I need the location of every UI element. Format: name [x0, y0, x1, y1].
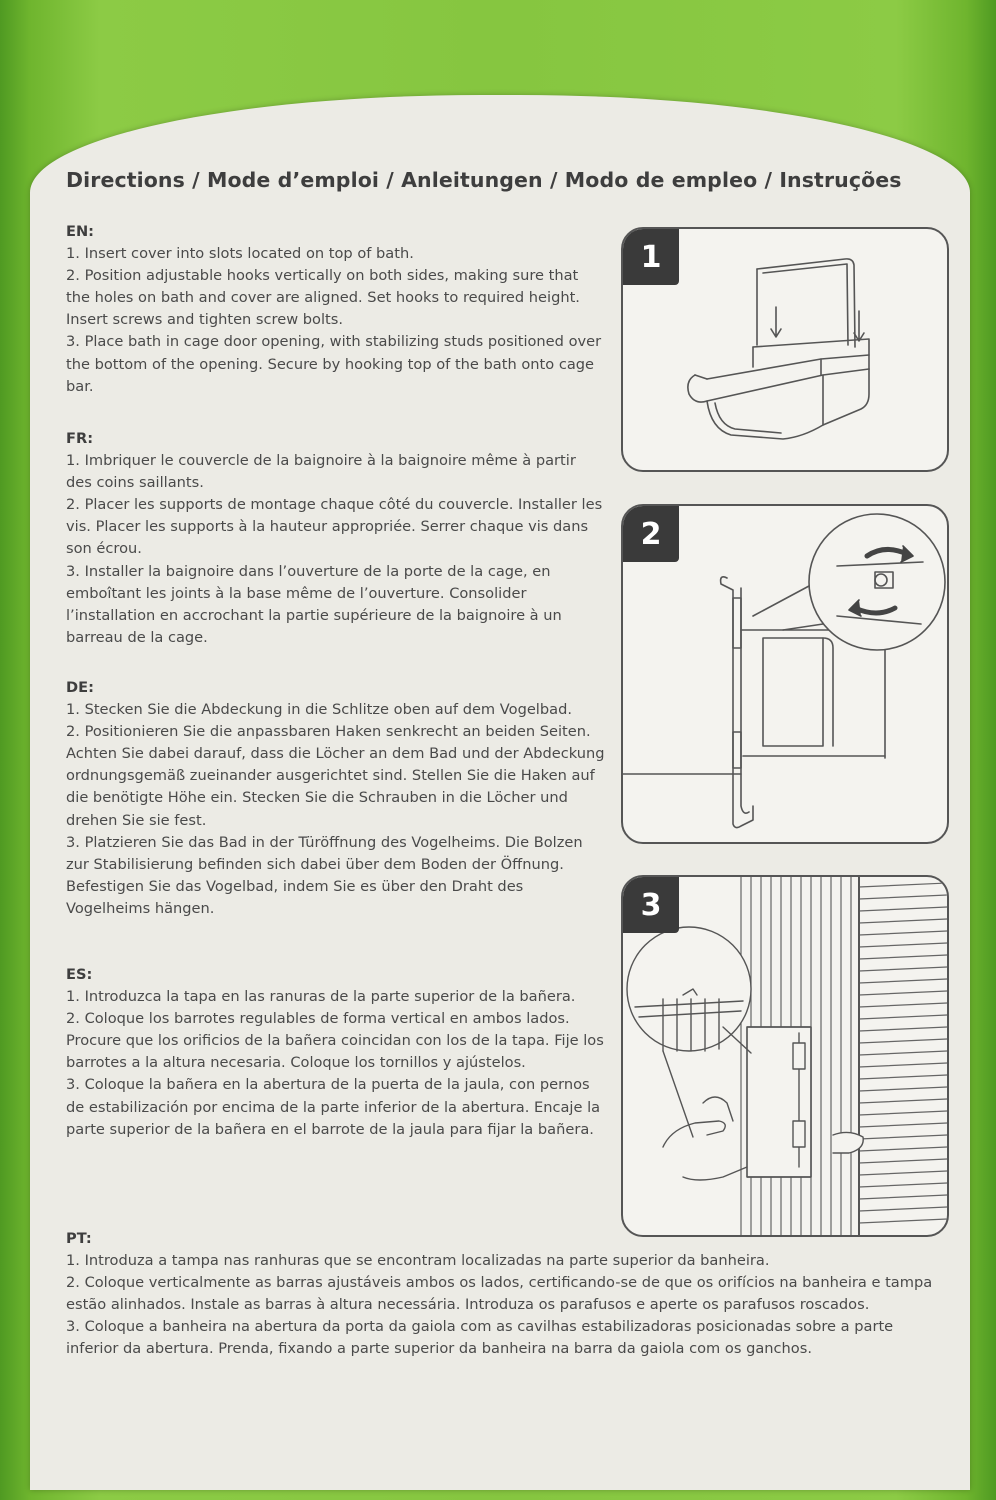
- section-en: [66, 221, 606, 398]
- section-heading-pt: PT:: [66, 1230, 92, 1247]
- section-es: [66, 964, 606, 1141]
- section-pt: [66, 1228, 946, 1361]
- step-es-3: 3. Coloque la bañera en la abertura de la puerta de la jaula, con pernos de estabilización por encima de la parte inferior de la abertura. Encaje la parte superior de la bañera en el barrote de la jaula para fijar la bañera.: [66, 1076, 601, 1138]
- step-es-1: 1. Introduzca la tapa en las ranuras de la parte superior de la bañera.: [66, 988, 576, 1006]
- illustration-step-3: [621, 875, 949, 1237]
- step-en-3: 3. Place bath in cage door opening, with stabilizing studs positioned over the bottom of the opening. Secure by hooking top of the bath onto cage bar.: [66, 333, 602, 395]
- step-pt-2: 2. Coloque verticalmente as barras ajustáveis ambos os lados, certificando-se de que os orifícios na banheira e tampa estão alinhados. Instale as barras à altura necessária. Introduza os parafusos e aperte os parafusos roscados.: [66, 1274, 933, 1314]
- section-heading-fr: FR:: [66, 430, 94, 447]
- illustration-step-1: [621, 227, 949, 472]
- step-pt-1: 1. Introduza a tampa nas ranhuras que se encontram localizadas na parte superior da banheira.: [66, 1252, 770, 1270]
- section-fr: [66, 428, 606, 649]
- step-number-1: 1: [623, 229, 679, 285]
- step-es-2: 2. Coloque los barrotes regulables de forma vertical en ambos lados. Procure que los orificios de la bañera coincidan con los de la tapa. Fije los barrotes a la altura necesaria. Coloque los tornillos y ajústelos.: [66, 1010, 604, 1072]
- step-pt-3: 3. Coloque a banheira na abertura da porta da gaiola com as cavilhas estabilizadoras posicionadas sobre a parte inferior da abertura. Prenda, fixando a parte superior da banheira na barra da gaiola com os ganchos.: [66, 1318, 894, 1358]
- step-en-2: 2. Position adjustable hooks vertically on both sides, making sure that the holes on bath and cover are aligned. Set hooks to required height. Insert screws and tighten screw bolts.: [66, 267, 580, 329]
- page-title: Directions / Mode d’emploi / Anleitungen / Modo de empleo / Instruções: [66, 168, 902, 192]
- section-heading-de: DE:: [66, 679, 94, 696]
- illustration-step-2: [621, 504, 949, 844]
- step-fr-1: 1. Imbriquer le couvercle de la baignoire à la baignoire même à partir des coins saillants.: [66, 452, 576, 492]
- section-de: [66, 677, 606, 920]
- step-de-1: 1. Stecken Sie die Abdeckung in die Schlitze oben auf dem Vogelbad.: [66, 701, 572, 719]
- step-number-2: 2: [623, 506, 679, 562]
- step-fr-3: 3. Installer la baignoire dans l’ouverture de la porte de la cage, en emboîtant les joints à la base même de l’ouverture. Consolider l’installation en accrochant la partie supérieure de la baignoire à un barreau de la cage.: [66, 562, 562, 646]
- section-heading-es: ES:: [66, 966, 93, 983]
- step-en-1: 1. Insert cover into slots located on top of bath.: [66, 245, 414, 263]
- step-number-3: 3: [623, 877, 679, 933]
- step-de-3: 3. Platzieren Sie das Bad in der Türöffnung des Vogelheims. Die Bolzen zur Stabilisierung befinden sich dabei über dem Boden der Öffnung. Befestigen Sie das Vogelbad, indem Sie es über den Draht des Vogelheims hängen.: [66, 833, 583, 917]
- section-heading-en: EN:: [66, 223, 95, 240]
- step-de-2: 2. Positionieren Sie die anpassbaren Haken senkrecht an beiden Seiten. Achten Sie dabei darauf, dass die Löcher an dem Bad und der Abdeckung ordnungsgemäß zueinander ausgerichtet sind. Stellen Sie die Haken auf die benötigte Höhe ein. Stecken Sie die Schrauben in die Löcher und drehen Sie sie fest.: [66, 723, 605, 829]
- step-fr-2: 2. Placer les supports de montage chaque côté du couvercle. Installer les vis. Placer les supports à la hauteur appropriée. Serrer chaque vis dans son écrou.: [66, 496, 603, 558]
